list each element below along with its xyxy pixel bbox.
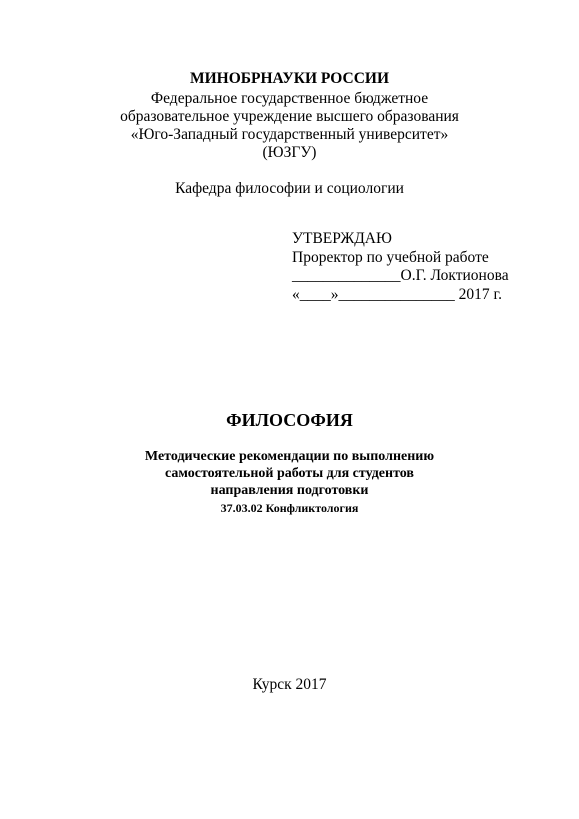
institution-line-3: «Юго-Западный государственный университет» [130,126,449,143]
approval-date-line: «____»_______________ 2017 г. [292,286,502,303]
city-year: Курск 2017 [252,676,327,693]
institution-line-1: Федеральное государственное бюджетное [150,90,429,107]
department-name: Кафедра философии и социологии [175,180,404,197]
approval-title: УТВЕРЖДАЮ [292,230,392,247]
institution-abbreviation: (ЮЗГУ) [262,144,317,161]
approval-position: Проректор по учебной работе [292,249,489,266]
subtitle-line-3: направления подготовки [210,483,369,498]
ministry-name: МИНОБРНАУКИ РОССИИ [189,70,390,87]
program-code: 37.03.02 Конфликтология [220,501,359,515]
institution-line-2: образовательное учреждение высшего образования [120,108,459,125]
subtitle-line-1: Методические рекомендации по выполнению [144,449,435,464]
subtitle-line-2: самостоятельной работы для студентов [165,466,414,481]
document-title: ФИЛОСОФИЯ [226,410,353,430]
approval-signature-line: ______________О.Г. Локтионова [292,267,509,284]
